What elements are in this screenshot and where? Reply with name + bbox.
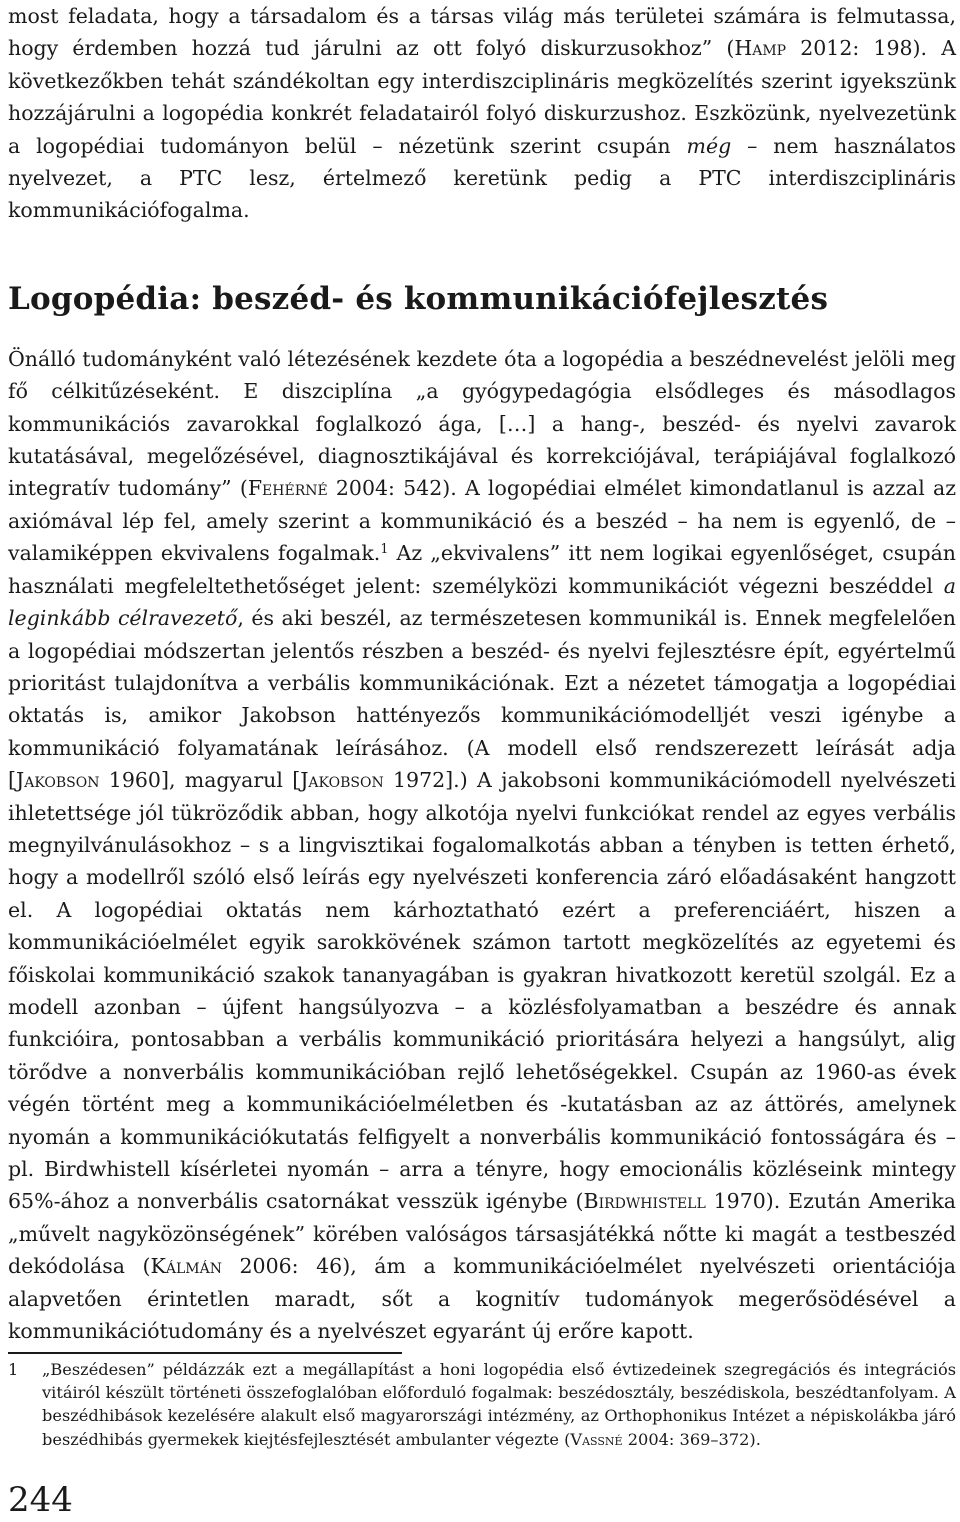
citation-author: Jakobson	[300, 768, 384, 793]
footnote-text	[42, 1358, 956, 1451]
text-run: 2004: 369–372).	[622, 1429, 761, 1449]
emphasis: még	[686, 133, 732, 158]
footnote-divider	[8, 1352, 402, 1354]
emphasis: a leginkább célravezető	[8, 573, 956, 631]
footnote-reference[interactable]: 1	[380, 541, 389, 557]
footnote-number: 1	[8, 1360, 19, 1379]
citation-author: Hamp	[734, 36, 787, 61]
paragraph-main	[8, 343, 956, 1348]
section-heading: Logopédia: beszéd- és kommunikációfejlesztés	[8, 280, 829, 317]
citation-author: Fehérné	[247, 476, 328, 501]
text-run: „Beszédesen” példázzák ezt a megállapítást a honi logopédia első évtizedeinek szegregációs és integrációs vitáiról készült történeti összefoglalóban előforduló fogalmak: beszédosztály, beszédiskola, beszédtanfolyam. A beszédhibások kezelésére alakult első magyarországi intézmény, az Orthophonikus Intézet a népiskolákba járó beszédhibás gyermekek kiejtésfejlesztését ambulanter végezte (	[42, 1360, 956, 1449]
text-run: 2004: 542). A logopédiai elmélet kimondatlanul is azzal az axiómával lép fel, amely szerint a kommunikáció és a beszéd – ha nem is egyenlő, de – valamiképpen ekvivalens fogalmak.	[8, 476, 957, 566]
text-run: 2012: 198). A következőkben tehát szándékoltan egy interdiszciplináris megközelítés szerint igyekszünk hozzájárulni a logopédia konkrét feladatairól folyó diskurzushoz. Eszközünk, nyelvezetünk a logopédiai tudományon belül – nézetünk szerint csupán	[8, 36, 956, 158]
text-run: Önálló tudományként való létezésének kezdete óta a logopédia a beszédnevelést jelöli meg fő célkitűzéseként. E diszciplína „a gyógypedagógia elsődleges és másodlagos kommunikációs zavarokkal foglalkozó ága, […] a hang-, beszéd- és nyelvi zavarok kutatásával, megelőzésével, diagnosztikájával és korrekciójával, terápiájával foglalkozó integratív tudomány” (	[8, 346, 956, 501]
citation-author: Kálmán	[150, 1254, 222, 1279]
text-run: – nem használatos nyelvezet, a PTC lesz, értelmező keretünk pedig a PTC interdiszciplináris kommunikációfogalma.	[8, 133, 956, 223]
text-run: Az „ekvivalens” itt nem logikai egyenlőséget, csupán használati megfeleltethetőséget jelent: személyközi kommunikációt végezni beszéddel	[8, 541, 956, 598]
footnote	[8, 1358, 956, 1451]
page-content	[8, 0, 956, 1347]
citation-author: Jakobson	[16, 768, 100, 793]
paragraph-intro	[8, 0, 956, 227]
text-run: 1970). Ezután Amerika „művelt nagyközönségének” körében valóságos társasjátékká nőtte ki magát a testbeszéd dekódolása (	[8, 1189, 956, 1279]
text-run: 1960], magyarul [	[99, 768, 301, 793]
text-run: , és aki beszél, az természetesen kommunikál is. Ennek megfelelően a logopédiai módszertan jelentős részben a beszéd- és nyelvi fejlesztésre épít, egyértelmű prioritást tulajdonítva a verbális kommunikációnak. Ezt a nézetet támogatja a logopédiai oktatás is, amikor Jakobson hattényezős kommunikációmodelljét veszi igénybe a kommunikáció folyamatának leírásához. (A modell első rendszerezett leírását adja [	[8, 606, 956, 793]
text-run: 2006: 46), ám a kommunikációelmélet nyelvészeti orientációja alapvetően érintetlen maradt, sőt a kognitív tudományok megerősödésével a kommunikációtudomány és a nyelvészet egyaránt új erőre kapott.	[8, 1254, 956, 1344]
citation-author: Birdwhistell	[583, 1189, 706, 1214]
text-run: 1972].) A jakobsoni kommunikációmodell nyelvészeti ihletettsége jól tükröződik abban, hogy alkotója nyelvi funkciókat rendel az egyes verbális megnyilvánulásokhoz – s a lingvisztikai fogalomalkotás abban a tényben is tetten érhető, hogy a modellről szóló első leírás egy nyelvészeti konferencia záró előadásaként hangzott el. A logopédiai oktatás nem kárhoztatható ezért a preferenciáért, hiszen a kommunikációelmélet egyik sarokkövének számon tartott megközelítés az egyetemi és főiskolai kommunikáció szakok tananyagában is gyakran hivatkozott keretül szolgál. Ez a modell azonban – újfent hangsúlyozva – a közlésfolyamatban a beszédre és annak funkcióira, pontosabban a verbális kommunikáció prioritására helyezi a hangsúlyt, alig törődve a nonverbális kommunikációban rejlő lehetőségekkel. Csupán az 1960-as évek végén történt meg a kommunikációelméletben és -kutatásban az az áttörés, amelynek nyomán a kommunikációkutatás felfigyelt a nonverbális kommunikáció fontosságára és – pl. Birdwhistell kísérletei nyomán – arra a tényre, hogy emocionális közléseink mintegy 65%-ához a nonverbális csatornákat vesszük igénybe (	[8, 768, 956, 1214]
page-number: 244	[8, 1480, 73, 1520]
citation-author: Vassné	[570, 1429, 623, 1449]
text-run: most feladata, hogy a társadalom és a társas világ más területei számára is felmutassa, hogy érdemben hozzá tud járulni az ott folyó diskurzusokhoz” (	[8, 4, 956, 61]
